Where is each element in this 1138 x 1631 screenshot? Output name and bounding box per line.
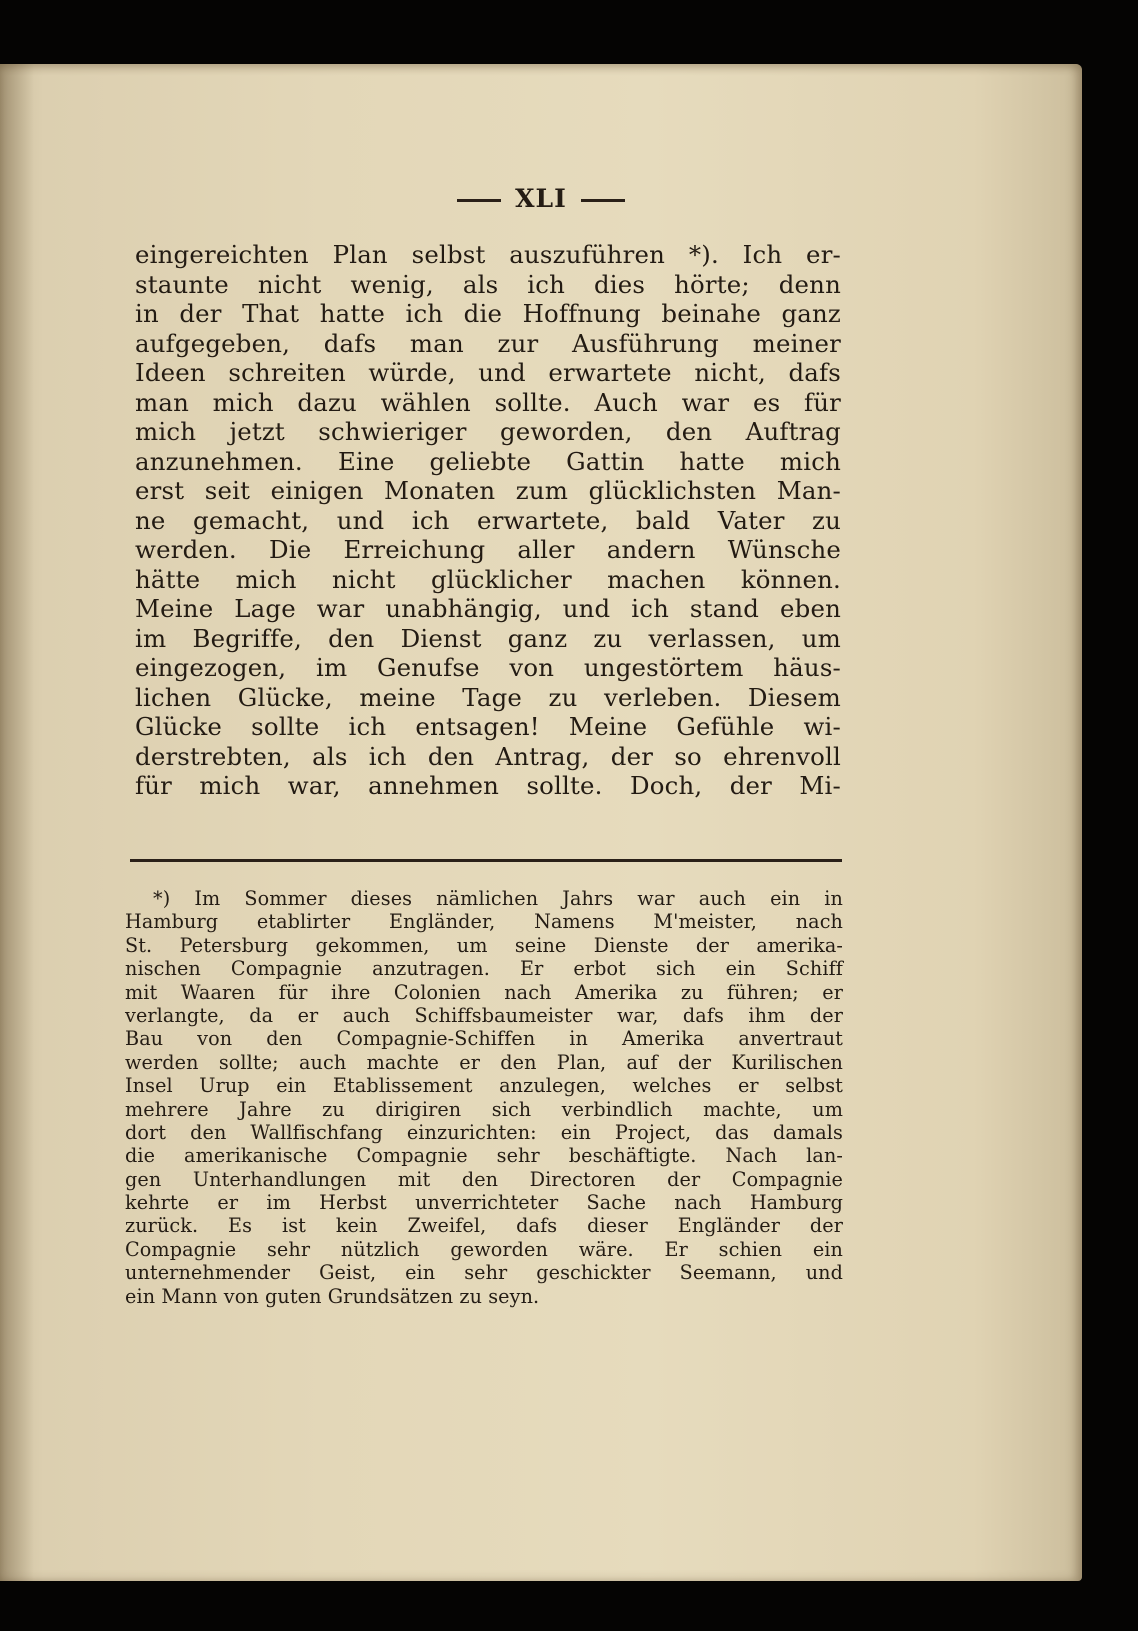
text-line: staunte nicht wenig, als ich dies hörte; denn bbox=[135, 269, 841, 299]
text-line: werden. Die Erreichung aller andern Wünsche bbox=[135, 535, 841, 564]
main-text bbox=[135, 240, 841, 801]
text-line: eingereichten Plan selbst auszuführen *). Ich er- bbox=[135, 240, 841, 269]
page-header bbox=[0, 184, 1082, 213]
header-dash-left bbox=[457, 199, 501, 202]
text-line: derstrebten, als ich den Antrag, der so ehrenvoll bbox=[135, 741, 841, 771]
footnote-line: werden sollte; auch machte er den Plan, auf der Kurilischen bbox=[125, 1050, 843, 1074]
footnote-line: zurück. Es ist kein Zweifel, dafs dieser Engländer der bbox=[125, 1214, 843, 1238]
header-dash-right bbox=[581, 199, 625, 202]
text-line: Ideen schreiten würde, und erwartete nicht, dafs bbox=[135, 358, 841, 387]
footnote-separator bbox=[130, 859, 842, 862]
text-line: in der That hatte ich die Hoffnung beinahe ganz bbox=[135, 299, 841, 328]
footnote-line: die amerikanische Compagnie sehr beschäftigte. Nach lan- bbox=[125, 1144, 843, 1168]
text-line: erst seit einigen Monaten zum glücklichsten Man- bbox=[135, 476, 841, 505]
footnote-line: nischen Compagnie anzutragen. Er erbot sich ein Schiff bbox=[125, 957, 843, 981]
footnote-line: Compagnie sehr nützlich geworden wäre. Er schien ein bbox=[125, 1237, 843, 1261]
text-line: hätte mich nicht glücklicher machen können. bbox=[135, 564, 841, 594]
footnote-line: St. Petersburg gekommen, um seine Dienste der amerika- bbox=[125, 933, 843, 957]
text-line: eingezogen, im Genufse von ungestörtem häus- bbox=[135, 653, 841, 682]
footnote-line: kehrte er im Herbst unverrichteter Sache nach Hamburg bbox=[125, 1191, 843, 1215]
footnote-line: *) Im Sommer dieses nämlichen Jahrs war auch ein in bbox=[153, 887, 843, 910]
text-line: lichen Glücke, meine Tage zu verleben. Diesem bbox=[135, 682, 841, 712]
footnote-line: mit Waaren für ihre Colonien nach Amerika zu führen; er bbox=[125, 980, 843, 1004]
page-number: XLI bbox=[515, 184, 567, 213]
text-line: anzunehmen. Eine geliebte Gattin hatte mich bbox=[135, 446, 841, 476]
page-gutter-shadow bbox=[0, 64, 34, 1581]
text-line: aufgegeben, dafs man zur Ausführung meiner bbox=[135, 328, 841, 358]
footnote-line: Hamburg etablirter Engländer, Namens M'meister, nach bbox=[125, 910, 843, 934]
text-line: für mich war, annehmen sollte. Doch, der Mi- bbox=[135, 771, 841, 800]
footnote-line: gen Unterhandlungen mit den Directoren der Compagnie bbox=[125, 1167, 843, 1191]
footnote bbox=[125, 887, 843, 1308]
footnote-line: dort den Wallfischfang einzurichten: ein Project, das damals bbox=[125, 1120, 843, 1144]
text-line: man mich dazu wählen sollte. Auch war es für bbox=[135, 387, 841, 417]
footnote-line: Insel Urup ein Etablissement anzulegen, welches er selbst bbox=[125, 1074, 843, 1098]
footnote-line: Bau von den Compagnie-Schiffen in Amerika anvertraut bbox=[125, 1027, 843, 1051]
text-line: Meine Lage war unabhängig, und ich stand eben bbox=[135, 594, 841, 623]
footnote-line: unternehmender Geist, ein sehr geschickter Seemann, und bbox=[125, 1261, 843, 1285]
footnote-line: verlangte, da er auch Schiffsbaumeister war, dafs ihm der bbox=[125, 1003, 843, 1027]
footnote-line: mehrere Jahre zu dirigiren sich verbindlich machte, um bbox=[125, 1097, 843, 1121]
text-line: im Begriffe, den Dienst ganz zu verlassen, um bbox=[135, 623, 841, 653]
text-line: mich jetzt schwieriger geworden, den Auftrag bbox=[135, 417, 841, 446]
footnote-line: ein Mann von guten Grundsätzen zu seyn. bbox=[125, 1284, 540, 1308]
text-line: Glücke sollte ich entsagen! Meine Gefühle wi- bbox=[135, 712, 841, 741]
text-line: ne gemacht, und ich erwartete, bald Vater zu bbox=[135, 505, 841, 535]
